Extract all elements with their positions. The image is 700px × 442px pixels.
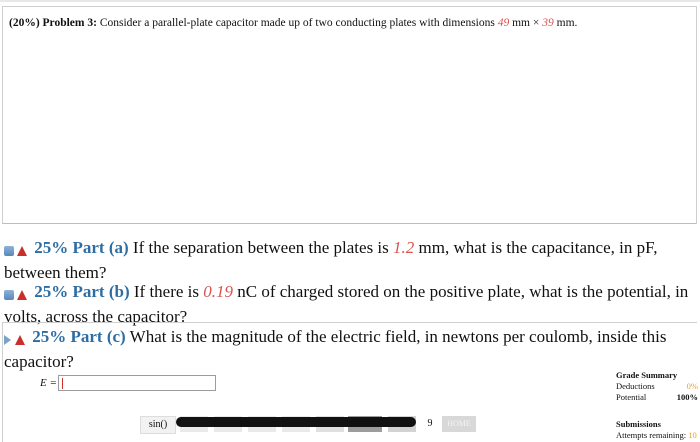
redaction-bar: [176, 417, 416, 427]
text-cursor: [62, 378, 63, 389]
answer-input[interactable]: [58, 375, 216, 391]
expand-icon[interactable]: [4, 335, 11, 345]
home-key[interactable]: HOME: [442, 416, 476, 432]
attempts-value: 10: [688, 430, 697, 440]
part-b-value: 0.19: [203, 282, 234, 301]
part-b[interactable]: [4, 280, 696, 328]
attempts-row: [616, 430, 700, 441]
part-b-text-before: If there is: [133, 282, 200, 301]
top-divider: [0, 0, 700, 2]
part-a-label: 25% Part (a): [34, 238, 129, 257]
nine-key[interactable]: 9: [427, 418, 433, 429]
answer-label: E =: [40, 377, 57, 389]
grade-summary-title: Grade Summary: [616, 370, 678, 380]
part-b-label: 25% Part (b): [34, 282, 130, 301]
part-a-icons: [4, 238, 27, 261]
potential-label: Potential: [616, 392, 647, 402]
problem-panel: [2, 6, 697, 224]
deductions-label: Deductions: [616, 381, 655, 391]
deductions-row: [616, 381, 700, 392]
potential-value: 100%: [676, 392, 698, 402]
submissions-title: Submissions: [616, 419, 661, 429]
part-a[interactable]: [4, 236, 696, 284]
deductions-value: 0%: [686, 381, 698, 391]
warning-icon: [17, 246, 27, 256]
dimension-2: 39: [542, 17, 554, 29]
part-b-text-after: nC of charged stored on the positive plate, what is the potential, in volts, across the capacitor?: [4, 282, 689, 326]
sin-key[interactable]: sin(): [140, 416, 176, 434]
problem-statement: [9, 17, 577, 29]
unit-2: mm.: [556, 17, 578, 29]
dimension-1: 49: [497, 17, 510, 29]
unit-1: mm ×: [512, 17, 540, 29]
part-a-value: 1.2: [393, 238, 415, 257]
grade-summary: [616, 370, 700, 441]
part-c-label: 25% Part (c): [32, 327, 126, 346]
attempts-label: Attempts remaining:: [616, 430, 687, 440]
problem-text-1: Consider a parallel-plate capacitor made up of two conducting plates with dimensions: [99, 17, 495, 29]
part-c-text: What is the magnitude of the electric field, in newtons per coulomb, inside this capacitor?: [4, 327, 667, 371]
potential-row: [616, 392, 700, 403]
collapse-icon[interactable]: [4, 290, 14, 300]
part-a-text-after: mm, what is the capacitance, in pF, between them?: [4, 238, 658, 282]
part-c-icons: [4, 327, 25, 350]
collapse-icon[interactable]: [4, 246, 14, 256]
part-c[interactable]: [4, 325, 696, 373]
warning-icon: [17, 290, 27, 300]
part-b-icons: [4, 282, 27, 305]
warning-icon: [15, 335, 25, 345]
part-a-text-before: If the separation between the plates is: [132, 238, 389, 257]
problem-prefix: (20%) Problem 3:: [9, 17, 97, 29]
